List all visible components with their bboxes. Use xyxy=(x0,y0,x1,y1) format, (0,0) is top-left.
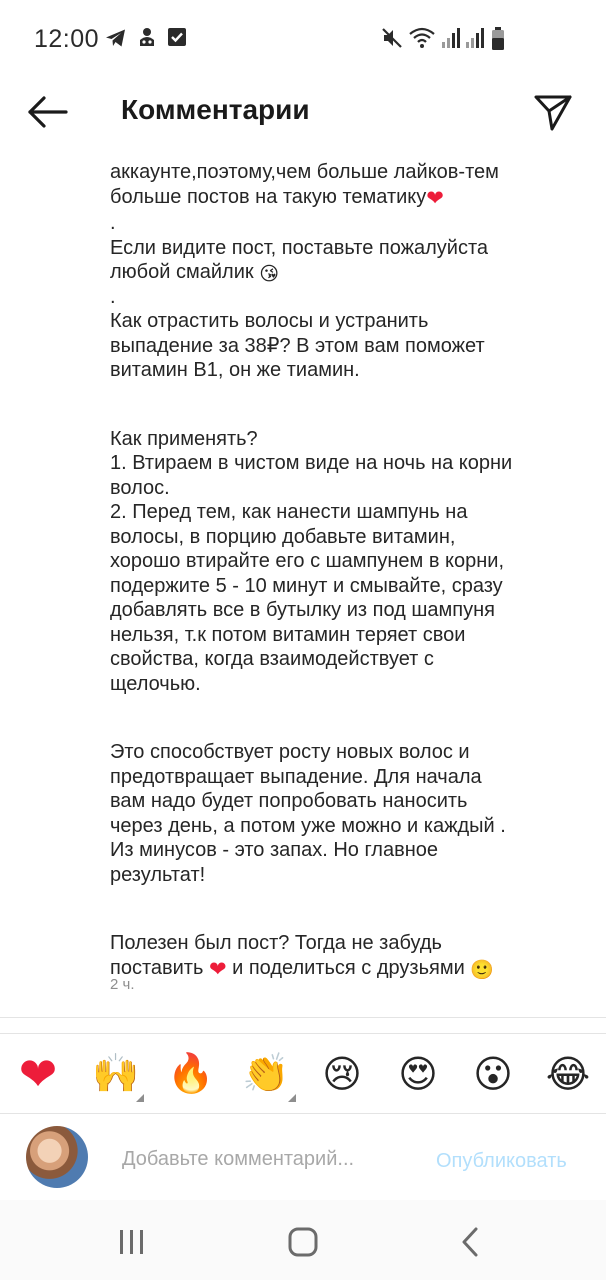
caption-line: больше постов на такую тематику❤ xyxy=(110,185,444,210)
post-caption xyxy=(110,160,580,982)
telegram-icon xyxy=(104,26,128,50)
signal-icon xyxy=(440,26,462,50)
caption-line: вам надо будет попробовать наносить xyxy=(110,790,468,812)
arrow-left-icon xyxy=(22,92,72,132)
kiss-emoji: 😘 xyxy=(259,264,279,285)
divider xyxy=(0,1033,606,1034)
reaction-heart[interactable]: ❤ xyxy=(18,1048,58,1100)
back-icon xyxy=(452,1224,492,1260)
emoji-reaction-bar xyxy=(0,1038,606,1110)
caption-line: 1. Втираем в чистом виде на ночь на корни xyxy=(110,452,513,474)
signal-icon xyxy=(464,26,486,50)
reaction-raised-hands[interactable]: 🙌 xyxy=(92,1053,140,1095)
heart-emoji: ❤ xyxy=(426,186,444,210)
home-button[interactable] xyxy=(282,1224,322,1260)
caption-line: подержите 5 - 10 минут и смывайте, сразу xyxy=(110,574,503,597)
caption-line: Это способствует росту новых волос и xyxy=(110,741,470,763)
post-timestamp: 2 ч. xyxy=(110,976,135,993)
header xyxy=(0,80,606,144)
caption-line: волосы, в порцию добавьте витамин, xyxy=(110,525,456,548)
reaction-heart-eyes[interactable]: 😍 xyxy=(398,1053,438,1096)
skin-tone-indicator xyxy=(136,1094,144,1102)
back-nav-button[interactable] xyxy=(452,1224,492,1260)
caption-line: волос. xyxy=(110,476,170,499)
direct-send-button[interactable] xyxy=(530,90,576,134)
recent-apps-icon xyxy=(112,1224,152,1260)
caption-line: Полезен был пост? Тогда не забудь xyxy=(110,932,442,954)
caption-line: результат! xyxy=(110,863,206,886)
caption-line: витамин B1, он же тиамин. xyxy=(110,359,360,381)
status-time: 12:00 xyxy=(34,25,100,53)
caption-line: добавлять все в бутылку из под шампуня xyxy=(110,599,495,621)
status-bar xyxy=(0,0,606,80)
publish-button[interactable]: Опубликовать xyxy=(436,1150,567,1172)
comment-composer xyxy=(0,1116,606,1200)
direct-send-icon xyxy=(530,90,576,134)
page-title: Комментарии xyxy=(121,94,310,125)
divider xyxy=(0,1113,606,1114)
system-navigation-bar xyxy=(0,1200,606,1280)
caption-line: Если видите пост, поставьте пожалуйста xyxy=(110,236,489,259)
recent-apps-button[interactable] xyxy=(112,1224,152,1260)
reaction-tears-of-joy[interactable]: 😂 xyxy=(545,1053,591,1096)
caption-line: Как применять? xyxy=(110,427,258,450)
caption-line: любой смайлик 😘 xyxy=(110,261,279,285)
caption-line: нельзя, т.к потом витамин теряет свои xyxy=(110,623,466,646)
caption-line: предотвращает выпадение. Для начала xyxy=(110,765,482,788)
reaction-clapping-hands[interactable]: 👏 xyxy=(242,1053,290,1095)
reaction-surprised-face[interactable]: 😮 xyxy=(473,1053,513,1096)
comment-input[interactable] xyxy=(110,1142,422,1176)
caption-line: хорошо втирайте его с шампунем в корни, xyxy=(110,550,505,572)
caption-line: поставить ❤ и поделиться с друзьями 🙂 xyxy=(110,956,495,981)
checkbox-icon xyxy=(166,26,188,48)
avatar xyxy=(26,1126,88,1188)
heart-emoji: ❤ xyxy=(208,957,227,981)
back-button[interactable] xyxy=(22,92,72,132)
smile-emoji: 🙂 xyxy=(470,959,495,981)
caption-line: выпадение за 38₽? В этом вам поможет xyxy=(110,334,485,357)
bot-icon xyxy=(136,26,158,50)
caption-line: Из минусов - это запах. Но главное xyxy=(110,839,439,861)
caption-line: аккаунте,поэтому,чем больше лайков-тем xyxy=(110,161,499,183)
caption-line: . xyxy=(110,212,116,234)
home-icon xyxy=(282,1224,322,1260)
mute-icon xyxy=(380,26,404,50)
caption-line: . xyxy=(110,285,116,308)
battery-icon xyxy=(490,26,506,52)
skin-tone-indicator xyxy=(288,1094,296,1102)
wifi-icon xyxy=(408,26,436,50)
caption-line: Как отрастить волосы и устранить xyxy=(110,310,429,332)
caption-line: через день, а потом уже можно и каждый . xyxy=(110,814,506,837)
reaction-crying-face[interactable]: 😢 xyxy=(322,1053,362,1096)
divider xyxy=(0,1017,606,1018)
caption-line: 2. Перед тем, как нанести шампунь на xyxy=(110,501,468,523)
reaction-fire[interactable]: 🔥 xyxy=(167,1053,215,1095)
caption-line: щелочью. xyxy=(110,672,201,695)
caption-line: свойства, когда взаимодействует с xyxy=(110,648,434,670)
